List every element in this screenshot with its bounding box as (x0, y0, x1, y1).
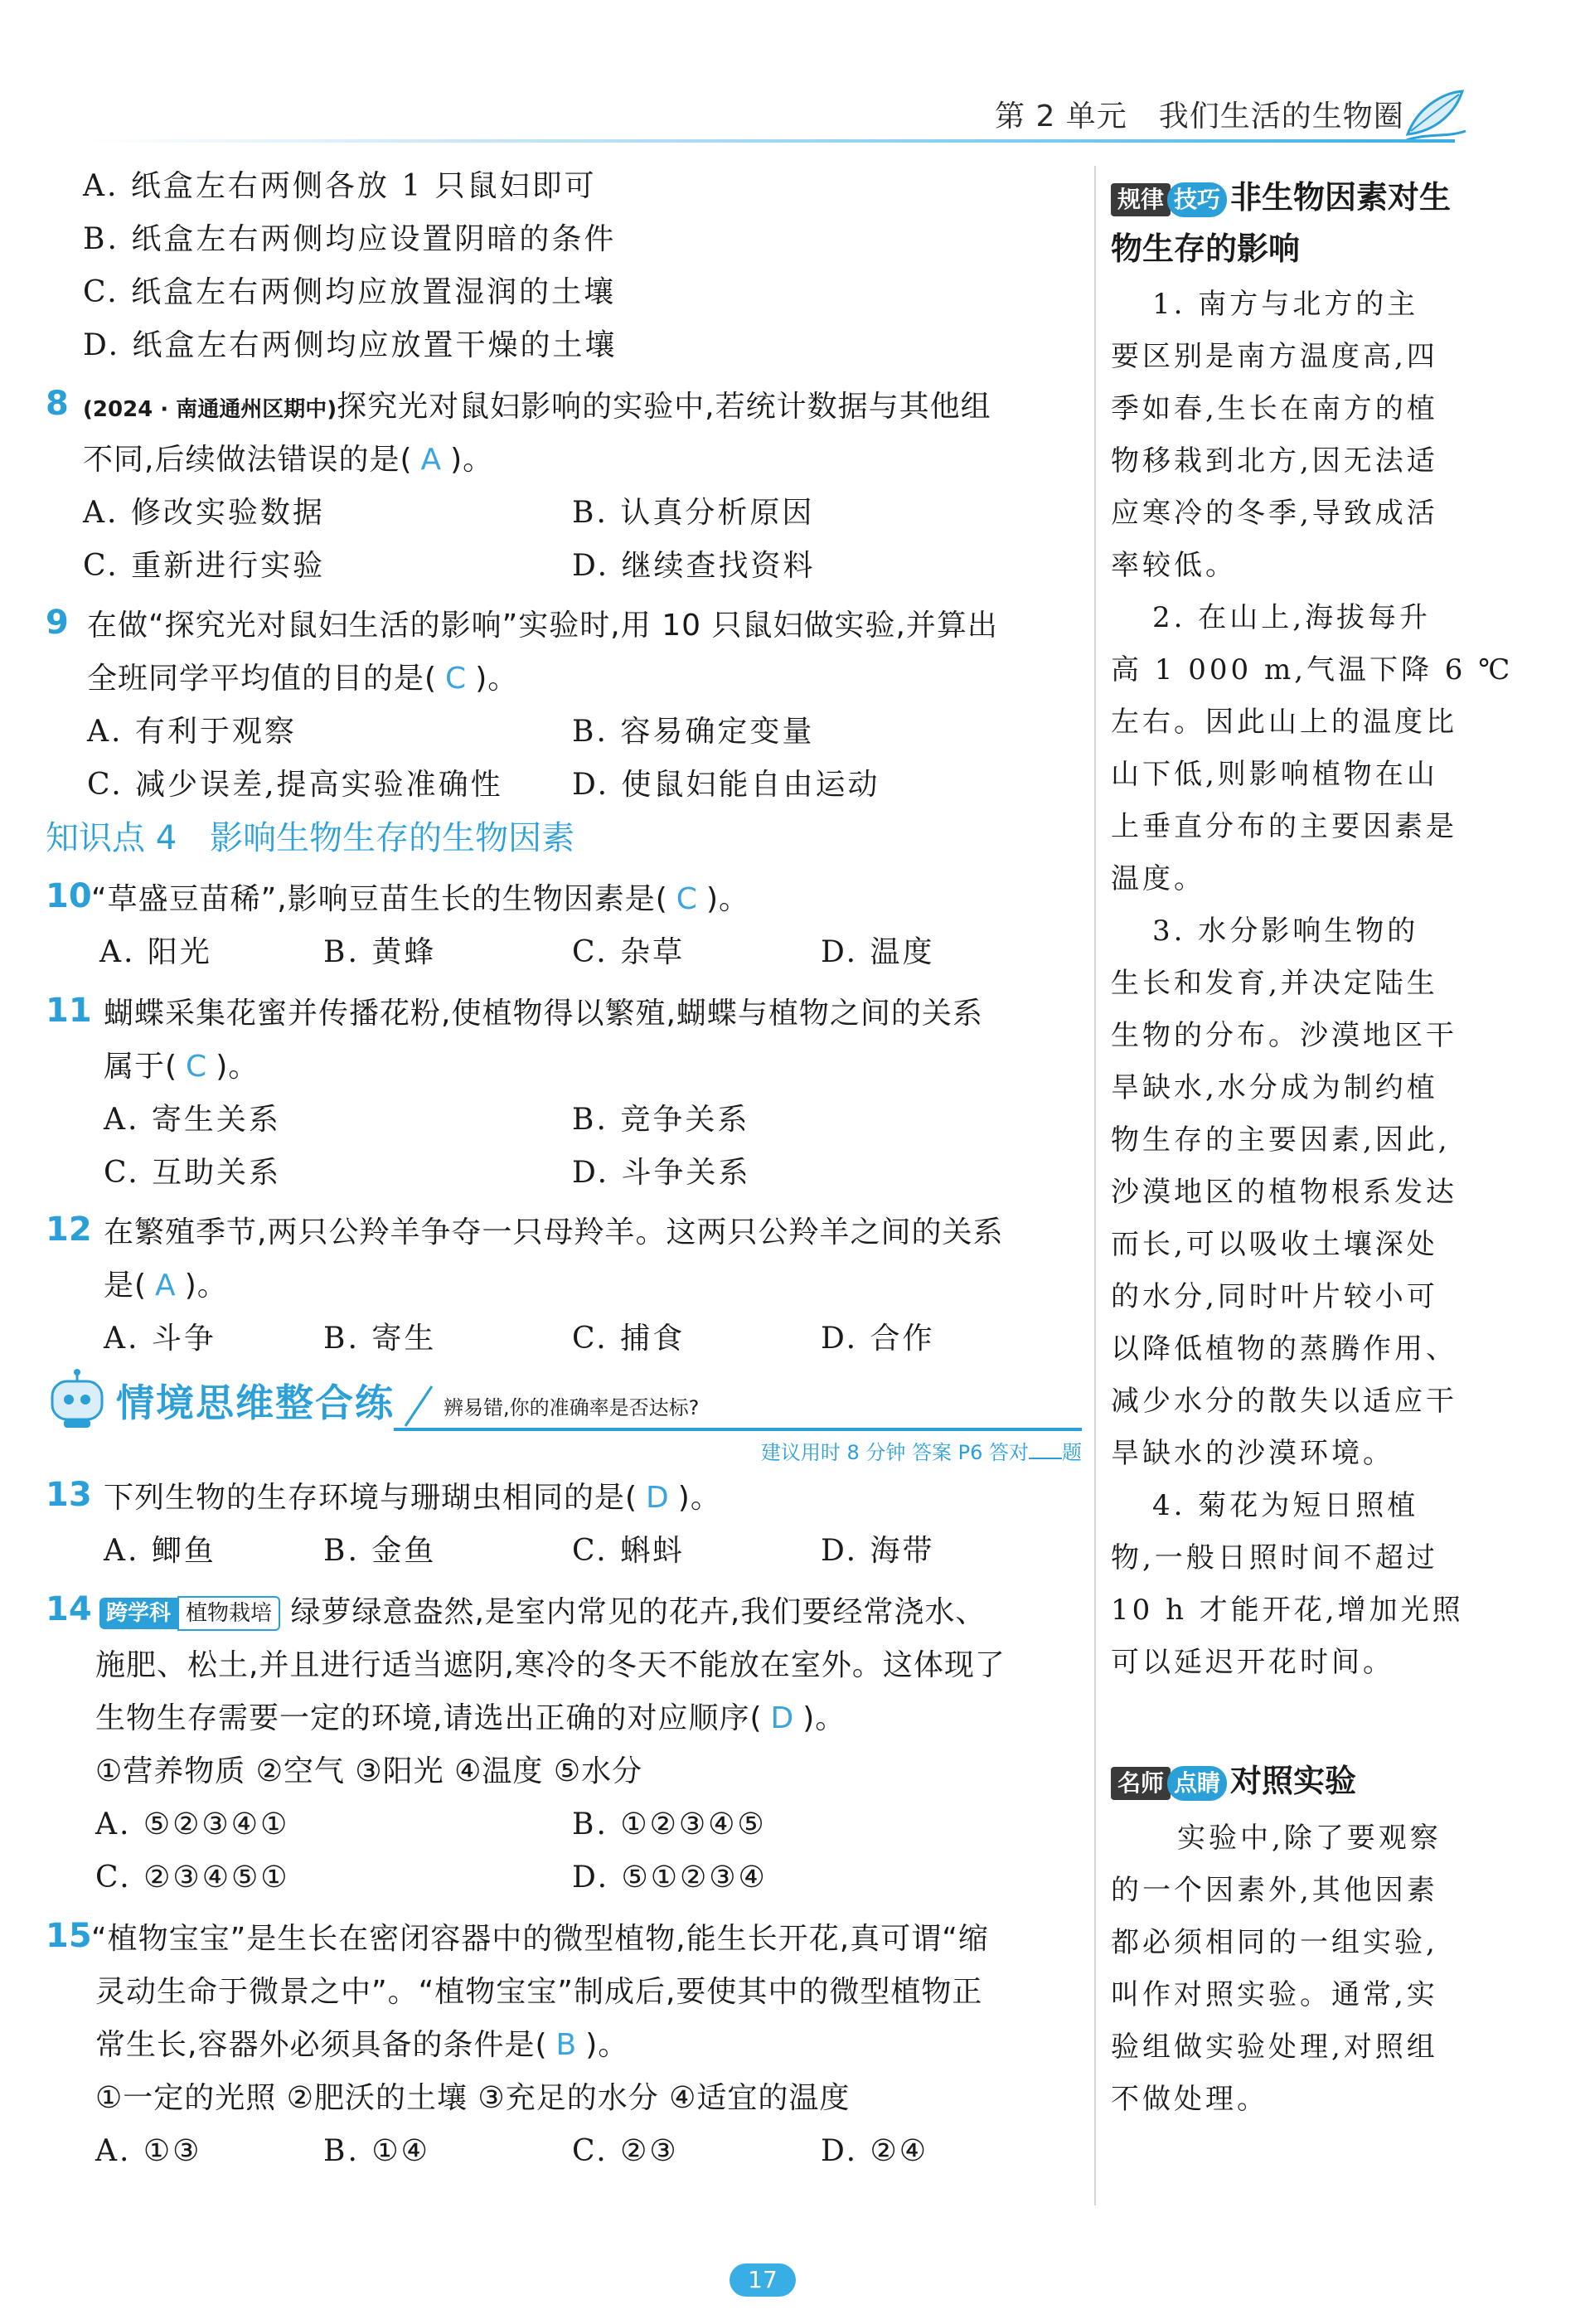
q15-stem-line1: “植物宝宝”是生长在密闭容器中的微型植物,能生长开花,真可谓“缩 (91, 1922, 989, 1956)
tips-line: 应寒冷的冬季,导致成活 (1111, 497, 1438, 530)
q13-option-c: C. 蝌蚪 (572, 1534, 686, 1568)
tips-badge: 规律 (1111, 183, 1171, 216)
page-number: 17 (730, 2263, 796, 2297)
q13-stem: 下列生物的生存环境与珊瑚虫相同的是( D )。 (104, 1481, 721, 1515)
q15-items: ①一定的光照 ②肥沃的土壤 ③充足的水分 ④适宜的温度 (95, 2081, 851, 2115)
tips-line: 旱缺水,水分成为制约植 (1111, 1071, 1438, 1104)
tips-line: 以降低植物的蒸腾作用、 (1111, 1332, 1457, 1366)
tips-line: 季如春,生长在南方的植 (1111, 392, 1438, 425)
tips-line: 生物的分布。沙漠地区干 (1111, 1019, 1457, 1052)
q8-option-d: D. 继续查找资料 (572, 549, 816, 583)
answer-text: C (676, 882, 698, 916)
tips-line: 3. 水分影响生物的 (1152, 915, 1419, 948)
tips-line: 山下低,则影响植物在山 (1111, 758, 1438, 791)
tips-line: 4. 菊花为短日照植 (1152, 1489, 1419, 1522)
knowledge-point-label: 知识点 4 (46, 819, 177, 857)
tips-line: 温度。 (1111, 862, 1205, 895)
question-number: 8 (46, 385, 69, 423)
section-meta: 建议用时 8 分钟 答案 P6 答对 题 (760, 1441, 1082, 1464)
topic-tag: 植物栽培 (177, 1596, 280, 1631)
teacher-note-line: 不做处理。 (1111, 2083, 1268, 2116)
tips-line: 物,一般日照时间不超过 (1111, 1541, 1438, 1574)
tips-line: 物生存的主要因素,因此, (1111, 1123, 1451, 1157)
q12-option-b: B. 寄生 (323, 1322, 437, 1356)
question-source: (2024 · 南通通州区期中) (83, 397, 337, 422)
answer-text: A (420, 443, 443, 477)
q11-stem-line1: 蝴蝶采集花蜜并传播花粉,使植物得以繁殖,蝴蝶与植物之间的关系 (104, 997, 983, 1031)
question-number: 11 (46, 992, 92, 1030)
q7-option-b: B. 纸盒左右两侧均应设置阴暗的条件 (83, 222, 617, 256)
tips-line: 率较低。 (1111, 549, 1237, 582)
q8-option-a: A. 修改实验数据 (83, 496, 325, 530)
q14-option-a: A. ⑤②③④① (95, 1807, 290, 1841)
q12-option-a: A. 斗争 (104, 1322, 216, 1356)
q9-stem-line1: 在做“探究光对鼠妇生活的影响”实验时,用 10 只鼠妇做实验,并算出 (87, 609, 998, 643)
tips-line: 高 1 000 m,气温下降 6 ℃ (1111, 653, 1514, 687)
question-number: 10 (46, 877, 92, 915)
teacher-note-line: 都必须相同的一组实验, (1111, 1926, 1438, 1959)
tips-line: 减少水分的散失以适应干 (1111, 1385, 1457, 1418)
answer-text: D (646, 1481, 670, 1515)
knowledge-point-title: 影响生物生存的生物因素 (210, 819, 575, 857)
answer-text: B (555, 2028, 578, 2062)
q13-option-a: A. 鲫鱼 (104, 1534, 216, 1568)
q10-option-c: C. 杂草 (572, 935, 686, 969)
tips-heading-line2: 物生存的影响 (1111, 230, 1301, 267)
question-number: 14 (46, 1590, 92, 1628)
q9-option-a: A. 有利于观察 (87, 715, 297, 749)
q14-stem-line3: 生物生存需要一定的环境,请选出正确的对应顺序( D )。 (95, 1701, 846, 1735)
q14-option-c: C. ②③④⑤① (95, 1861, 290, 1895)
teacher-note-badge-accent: 点睛 (1167, 1766, 1227, 1801)
q11-option-d: D. 斗争关系 (572, 1156, 751, 1190)
question-number: 15 (46, 1917, 92, 1955)
section-divider (394, 1428, 1082, 1431)
tips-line: 10 h 才能开花,增加光照 (1111, 1594, 1464, 1627)
teacher-note-heading: 名师 点睛 对照实验 (1111, 1758, 1356, 1804)
q10-option-b: B. 黄蜂 (323, 935, 437, 969)
q8-option-b: B. 认真分析原因 (572, 496, 815, 530)
tips-line: 而长,可以吸收土壤深处 (1111, 1228, 1438, 1261)
tips-line: 生长和发育,并决定陆生 (1111, 967, 1438, 1000)
q12-stem-line1: 在繁殖季节,两只公羚羊争夺一只母羚羊。这两只公羚羊之间的关系 (104, 1215, 1004, 1249)
question-number: 12 (46, 1211, 92, 1249)
q11-option-b: B. 竞争关系 (572, 1103, 750, 1137)
q15-option-c: C. ②③ (572, 2134, 679, 2168)
q14-option-b: B. ①②③④⑤ (572, 1807, 767, 1841)
question-number: 13 (46, 1476, 92, 1514)
q14-items: ①营养物质 ②空气 ③阳光 ④温度 ⑤水分 (95, 1754, 643, 1788)
tips-line: 沙漠地区的植物根系发达 (1111, 1176, 1457, 1209)
q10-option-d: D. 温度 (821, 935, 935, 969)
slash-decoration-icon (402, 1383, 435, 1429)
tips-badge-accent: 技巧 (1167, 182, 1227, 217)
q10-option-a: A. 阳光 (99, 935, 212, 969)
q9-option-c: C. 减少误差,提高实验准确性 (87, 768, 503, 802)
q15-stem-line2: 灵动生命于微景之中”。“植物宝宝”制成后,要使其中的微型植物正 (95, 1975, 983, 2009)
tips-line: 2. 在山上,海拔每升 (1152, 601, 1432, 634)
q14-stem-line2: 施肥、松土,并且进行适当遮阴,寒冷的冬天不能放在室外。这体现了 (95, 1648, 1006, 1682)
q7-option-d: D. 纸盒左右两侧均应放置干燥的土壤 (83, 328, 618, 362)
answer-text: C (445, 662, 468, 696)
section-banner (46, 1368, 1082, 1464)
q7-option-a: A. 纸盒左右两侧各放 1 只鼠妇即可 (83, 169, 597, 203)
teacher-note-line: 实验中,除了要观察 (1177, 1822, 1442, 1855)
q13-option-d: D. 海带 (821, 1534, 935, 1568)
q12-option-c: C. 捕食 (572, 1322, 686, 1356)
q14-option-d: D. ⑤①②③④ (572, 1861, 768, 1895)
q15-option-a: A. ①③ (95, 2134, 202, 2168)
question-number: 9 (46, 604, 69, 642)
q9-stem-line2: 全班同学平均值的目的是( C )。 (87, 662, 519, 696)
q11-stem-line2: 属于( C )。 (104, 1050, 259, 1084)
sidebar-divider (1094, 166, 1096, 2205)
q8-option-c: C. 重新进行实验 (83, 549, 326, 583)
q9-option-d: D. 使鼠妇能自由运动 (572, 768, 880, 802)
tips-line: 可以延迟开花时间。 (1111, 1646, 1394, 1679)
q8-stem-line1: (2024 · 南通通州区期中)探究光对鼠妇影响的实验中,若统计数据与其他组 (83, 390, 991, 424)
tips-line: 1. 南方与北方的主 (1152, 288, 1419, 321)
tips-line: 左右。因此山上的温度比 (1111, 706, 1457, 739)
teacher-note-line: 叫作对照实验。通常,实 (1111, 1978, 1438, 2011)
teacher-note-badge: 名师 (1111, 1767, 1171, 1800)
q10-stem: “草盛豆苗稀”,影响豆苗生长的生物因素是( C )。 (91, 882, 749, 916)
header-divider (87, 139, 1455, 143)
knowledge-point-heading (46, 818, 574, 859)
teacher-note-line: 的一个因素外,其他因素 (1111, 1874, 1438, 1907)
tips-heading: 规律 技巧 非生物因素对生 (1111, 174, 1451, 221)
q15-option-d: D. ②④ (821, 2134, 929, 2168)
subject-tag: 跨学科 (99, 1598, 177, 1629)
answer-text: A (155, 1269, 177, 1303)
q8-stem-line2: 不同,后续做法错误的是( A )。 (83, 443, 494, 477)
unit-title: 我们生活的生物圈 (1158, 99, 1404, 133)
q7-option-c: C. 纸盒左右两侧均应放置湿润的土壤 (83, 275, 617, 309)
section-subtitle: 辨易错,你的准确率是否达标? (444, 1396, 700, 1419)
q12-stem-line2: 是( A )。 (104, 1269, 228, 1303)
q15-stem-line3: 常生长,容器外必须具备的条件是( B )。 (95, 2028, 629, 2062)
score-blank (1029, 1458, 1062, 1459)
q15-option-b: B. ①④ (323, 2134, 430, 2168)
unit-header (995, 93, 1404, 143)
tips-line: 旱缺水的沙漠环境。 (1111, 1437, 1394, 1470)
q11-option-c: C. 互助关系 (104, 1156, 282, 1190)
answer-text: C (186, 1050, 208, 1084)
robot-mascot-icon (46, 1368, 109, 1431)
q13-option-b: B. 金鱼 (323, 1534, 437, 1568)
q9-option-b: B. 容易确定变量 (572, 715, 815, 749)
q14-stem-line1: 跨学科 植物栽培 绿萝绿意盎然,是室内常见的花卉,我们要经常浇水、 (99, 1592, 986, 1633)
section-title: 情境思维整合练 (116, 1380, 395, 1425)
q12-option-d: D. 合作 (821, 1322, 935, 1356)
tips-line: 物移栽到北方,因无法适 (1111, 444, 1438, 478)
tips-line: 的水分,同时叶片较小可 (1111, 1280, 1438, 1313)
q11-option-a: A. 寄生关系 (104, 1103, 281, 1137)
tips-line: 要区别是南方温度高,四 (1111, 340, 1438, 373)
answer-text: D (770, 1701, 795, 1735)
tips-line: 上垂直分布的主要因素是 (1111, 810, 1457, 843)
teacher-note-line: 验组做实验处理,对照组 (1111, 2030, 1438, 2064)
unit-number: 第 2 单元 (995, 99, 1127, 133)
